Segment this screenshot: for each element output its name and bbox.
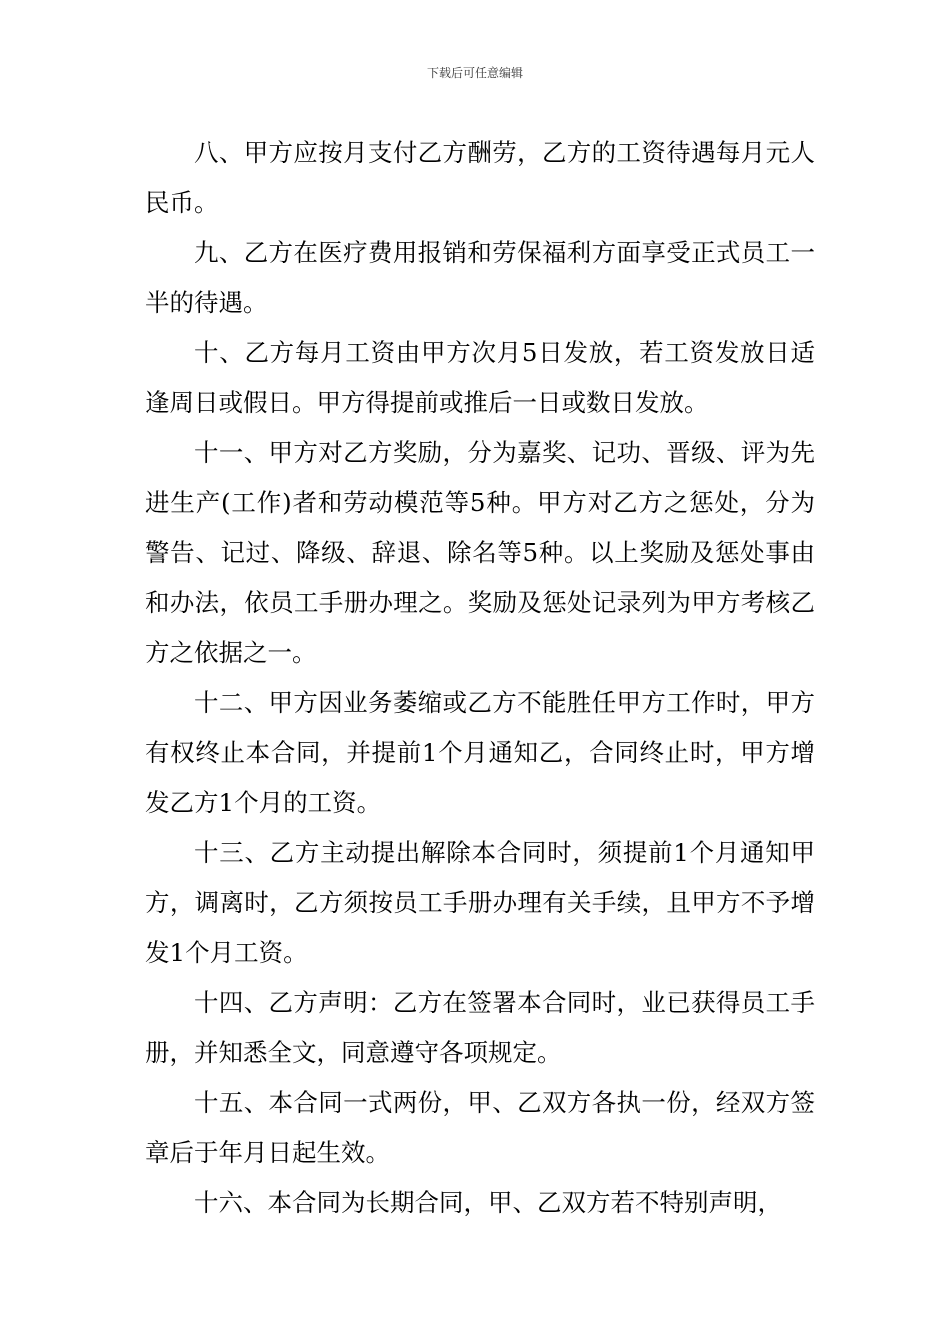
clause-15: 十五、本合同一式两份，甲、乙双方各执一份，经双方签章后于年月日起生效。 <box>145 1088 815 1167</box>
clause-10: 十、乙方每月工资由甲方次月5日发放，若工资发放日适逢周日或假日。甲方得提前或推后一日或数日发放。 <box>145 338 815 417</box>
clause-9: 九、乙方在医疗费用报销和劳保福利方面享受正式员工一半的待遇。 <box>145 238 815 317</box>
clause-13: 十三、乙方主动提出解除本合同时，须提前1个月通知甲方，调离时，乙方须按员工手册办理有关手续，且甲方不予增发1个月工资。 <box>145 838 815 967</box>
clause-16: 十六、本合同为长期合同，甲、乙双方若不特别声明， <box>194 1188 782 1217</box>
header-note: 下载后可任意编辑 <box>426 66 523 80</box>
clause-11: 十一、甲方对乙方奖励，分为嘉奖、记功、晋级、评为先进生产(工作)者和劳动模范等5种。甲方对乙方之惩处，分为警告、记过、降级、辞退、除名等5种。以上奖励及惩处事由和办法，依员工手册办理之。奖励及惩处记录列为甲方考核乙方之依据之一。 <box>145 438 815 667</box>
clause-14: 十四、乙方声明：乙方在签署本合同时，业已获得员工手册，并知悉全文，同意遵守各项规定。 <box>145 988 815 1067</box>
clause-8: 八、甲方应按月支付乙方酬劳，乙方的工资待遇每月元人民币。 <box>145 138 815 217</box>
clause-12: 十二、甲方因业务萎缩或乙方不能胜任甲方工作时，甲方有权终止本合同，并提前1个月通知乙，合同终止时，甲方增发乙方1个月的工资。 <box>145 688 815 817</box>
contract-body <box>145 128 815 1228</box>
